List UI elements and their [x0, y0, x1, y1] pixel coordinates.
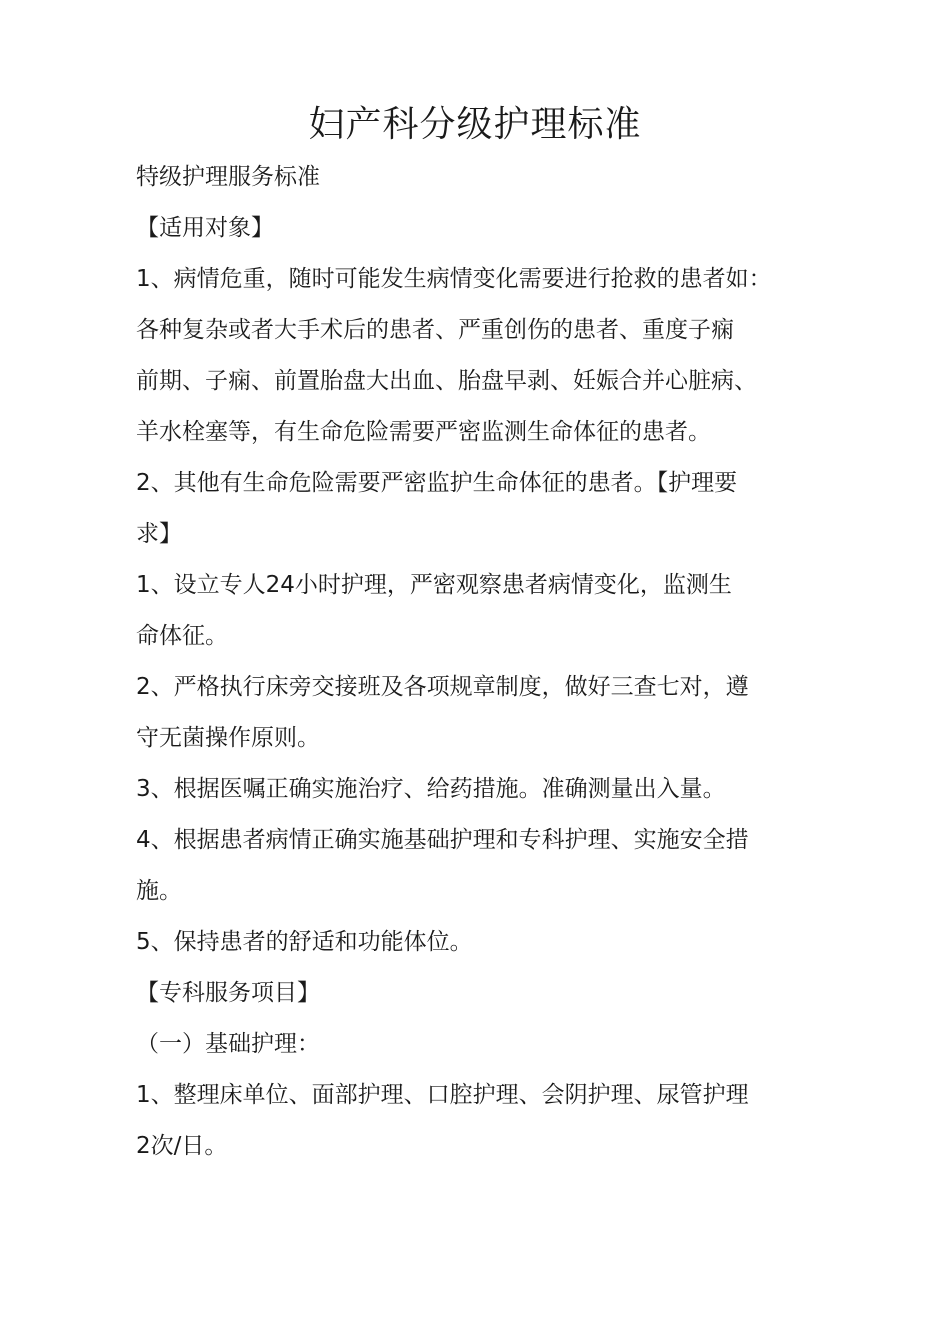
paragraph-line: 1、设立专人24小时护理，严密观察患者病情变化，监测生 — [136, 572, 732, 598]
paragraph-line: 2次/日。 — [136, 1133, 228, 1159]
section-heading: 特级护理服务标准 — [136, 164, 320, 190]
document-body — [136, 152, 826, 1172]
paragraph-line: 5、保持患者的舒适和功能体位。 — [136, 929, 473, 955]
paragraph-line: 求】 — [136, 521, 182, 547]
paragraph-line: 前期、子痫、前置胎盘大出血、胎盘早剥、妊娠合并心脏病、 — [136, 368, 757, 394]
paragraph-line: 命体征。 — [136, 623, 228, 649]
subsection-heading: （一）基础护理： — [136, 1031, 320, 1057]
paragraph-line: 4、根据患者病情正确实施基础护理和专科护理、实施安全措 — [136, 827, 749, 853]
paragraph-line: 3、根据医嘱正确实施治疗、给药措施。准确测量出入量。 — [136, 776, 726, 802]
paragraph-line: 2、其他有生命危险需要严密监护生命体征的患者。【护理要 — [136, 470, 738, 496]
paragraph-line: 羊水栓塞等，有生命危险需要严密监测生命体征的患者。 — [136, 419, 711, 445]
bracket-heading: 【专科服务项目】 — [136, 980, 320, 1006]
paragraph-line: 守无菌操作原则。 — [136, 725, 320, 751]
paragraph-line: 1、整理床单位、面部护理、口腔护理、会阴护理、尿管护理 — [136, 1082, 749, 1108]
paragraph-line: 施。 — [136, 878, 182, 904]
paragraph-line: 各种复杂或者大手术后的患者、严重创伤的患者、重度子痫 — [136, 317, 734, 343]
paragraph-line: 2、严格执行床旁交接班及各项规章制度，做好三查七对，遵 — [136, 674, 749, 700]
document-title: 妇产科分级护理标准 — [308, 104, 642, 145]
paragraph-line: 1、病情危重，随时可能发生病情变化需要进行抢救的患者如： — [136, 266, 772, 292]
bracket-heading: 【适用对象】 — [136, 215, 274, 241]
